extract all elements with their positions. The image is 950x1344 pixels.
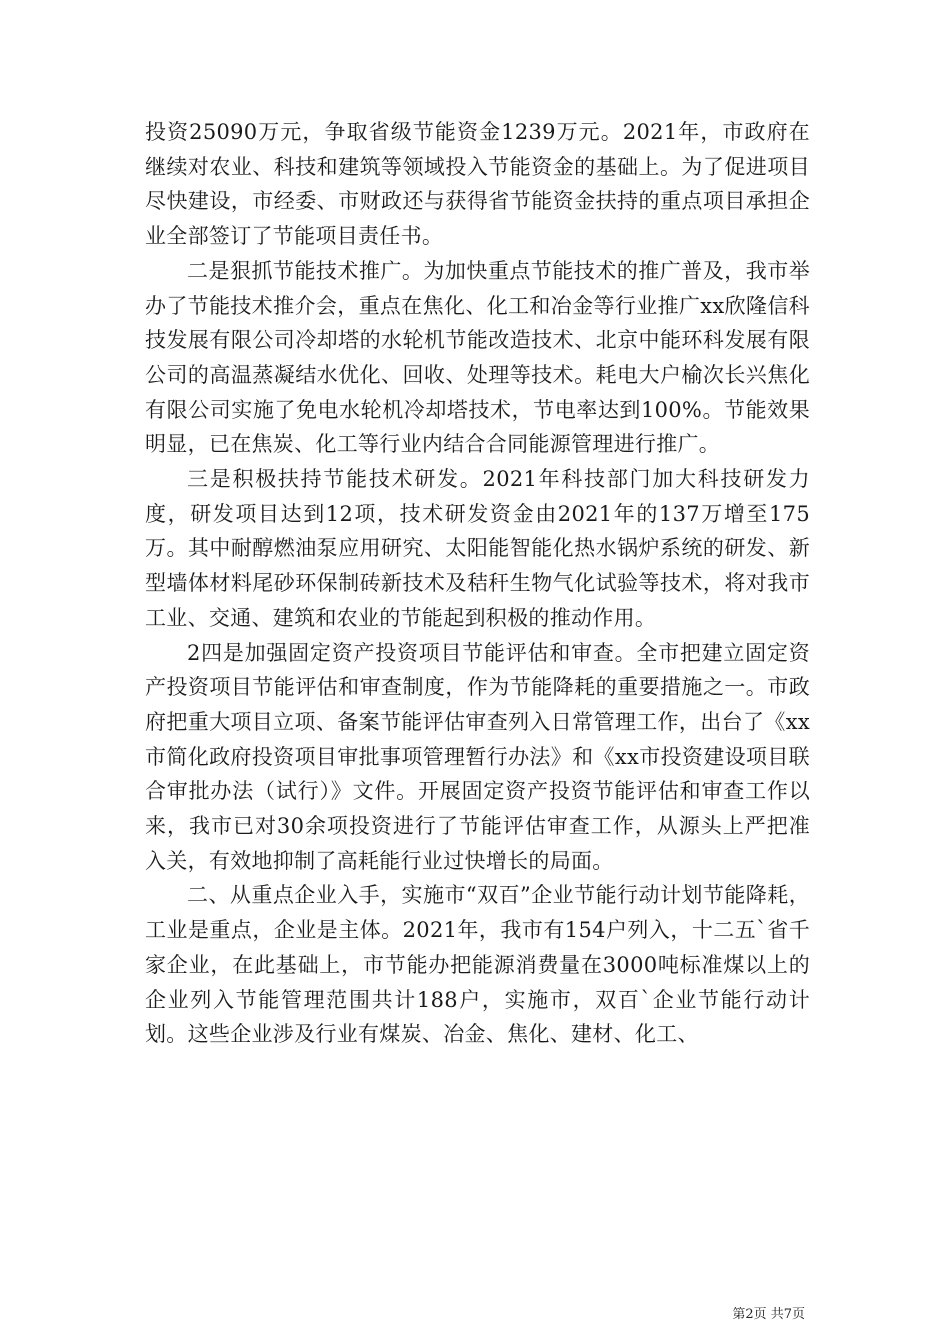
paragraph-tech-promotion: 二是狠抓节能技术推广。为加快重点节能技术的推广普及，我市举办了节能技术推介会，重点在焦化、化工和冶金等行业推广xx欣隆信科技发展有限公司冷却塔的水轮机节能改造技术、北京中能环科发展有限公司的高温蒸凝结水优化、回收、处理等技术。耗电大户榆次长兴焦化有限公司实施了免电水轮机冷却塔技术，节电率达到100%。节能效果明显，已在焦炭、化工等行业内结合合同能源管理进行推广。 (145, 258, 810, 457)
paragraph-tech-research: 三是积极扶持节能技术研发。2021年科技部门加大科技研发力度，研发项目达到12项，技术研发资金由2021年的137万增至175万。其中耐醇燃油泵应用研究、太阳能智能化热水锅炉系统的研发、新型墙体材料尾砂环保制砖新技术及秸秆生物气化试验等技术，将对我市工业、交通、建筑和农业的节能起到积极的推动作用。 (145, 467, 810, 630)
paragraph-investment-review: 2四是加强固定资产投资项目节能评估和审查。全市把建立固定资产投资项目节能评估和审查制度，作为节能降耗的重要措施之一。市政府把重大项目立项、备案节能评估审查列入日常管理工作，出台了《xx市简化政府投资项目审批事项管理暂行办法》和《xx市投资建设项目联合审批办法（试行）》文件。开展固定资产投资节能评估和审查工作以来，我市已对30余项投资进行了节能评估审查工作，从源头上严把准入关，有效地抑制了高耗能行业过快增长的局面。 (145, 640, 810, 873)
paragraph-key-enterprises: 二、从重点企业入手，实施市“双百”企业节能行动计划节能降耗，工业是重点，企业是主体。2021年，我市有154户列入，十二五`省千家企业，在此基础上，市节能办把能源消费量在3000吨标准煤以上的企业列入节能管理范围共计188户，实施市，双百`企业节能行动计划。这些企业涉及行业有煤炭、冶金、焦化、建材、化工、 (145, 883, 810, 1047)
paragraph-continuation: 投资25090万元，争取省级节能资金1239万元。2021年，市政府在继续对农业、科技和建筑等领域投入节能资金的基础上。为了促进项目尽快建设，市经委、市财政还与获得省节能资金扶持的重点项目承担企业全部签订了节能项目责任书。 (145, 120, 810, 249)
document-body (145, 115, 810, 1052)
page-number-footer: 第2页 共7页 (732, 1307, 805, 1322)
